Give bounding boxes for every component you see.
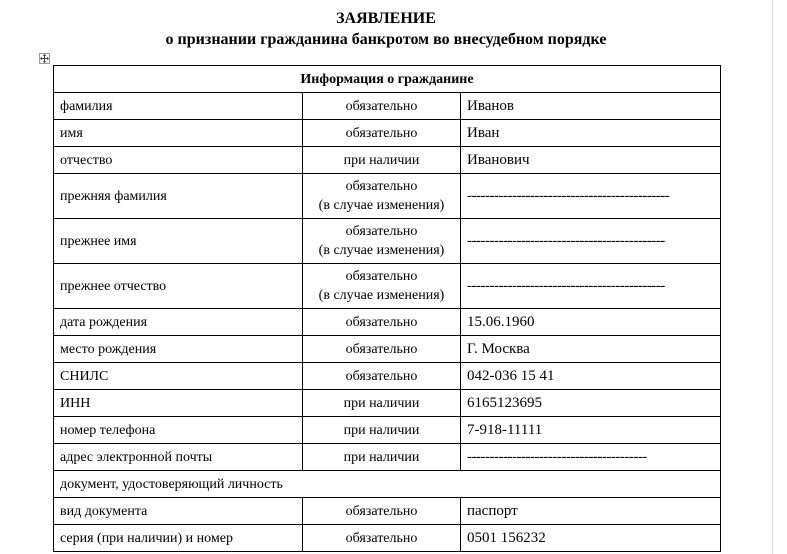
row-value[interactable]: -------------------------------------------- — [461, 264, 721, 309]
row-requirement: обязательно — [303, 498, 461, 525]
requirement-text: обязательно — [345, 179, 418, 194]
table-row — [54, 120, 721, 147]
row-value[interactable]: паспорт — [461, 498, 721, 525]
table-move-handle-icon[interactable] — [39, 53, 50, 64]
row-requirement: обязательно — [303, 120, 461, 147]
table-row — [54, 309, 721, 336]
row-value[interactable]: 0501 156232 — [461, 525, 721, 552]
table-row — [54, 264, 721, 309]
row-value[interactable]: Г. Москва — [461, 336, 721, 363]
table-row — [54, 93, 721, 120]
row-value[interactable]: --------------------------------------------- — [461, 174, 721, 219]
row-value[interactable]: 15.06.1960 — [461, 309, 721, 336]
row-value[interactable]: ---------------------------------------- — [461, 444, 721, 471]
requirement-note: (в случае изменения) — [318, 243, 445, 258]
table-header-row — [54, 66, 721, 93]
citizen-info-table — [53, 65, 721, 552]
table-row — [54, 390, 721, 417]
row-value[interactable]: Иван — [461, 120, 721, 147]
row-label: прежнее имя — [54, 219, 303, 264]
row-requirement: обязательно — [303, 525, 461, 552]
table-row — [54, 525, 721, 552]
row-value[interactable]: -------------------------------------------- — [461, 219, 721, 264]
row-label: СНИЛС — [54, 363, 303, 390]
table-row — [54, 363, 721, 390]
row-label: отчество — [54, 147, 303, 174]
row-value[interactable]: 7-918-11111 — [461, 417, 721, 444]
row-label: серия (при наличии) и номер — [54, 525, 303, 552]
row-requirement: обязательно — [303, 309, 461, 336]
table-row — [54, 336, 721, 363]
table-row — [54, 174, 721, 219]
row-requirement: обязательно — [303, 93, 461, 120]
row-value[interactable]: Иванов — [461, 93, 721, 120]
row-requirement — [303, 174, 461, 219]
row-label: фамилия — [54, 93, 303, 120]
row-requirement: при наличии — [303, 417, 461, 444]
requirement-text: обязательно — [345, 269, 418, 284]
requirement-note: (в случае изменения) — [318, 288, 445, 303]
row-requirement: при наличии — [303, 147, 461, 174]
row-requirement — [303, 219, 461, 264]
row-label: прежняя фамилия — [54, 174, 303, 219]
table-row — [54, 417, 721, 444]
table-header: Информация о гражданине — [54, 66, 721, 93]
table-row — [54, 498, 721, 525]
row-value[interactable]: 042-036 15 41 — [461, 363, 721, 390]
requirement-text: обязательно — [345, 224, 418, 239]
row-label: прежнее отчество — [54, 264, 303, 309]
row-label: место рождения — [54, 336, 303, 363]
row-requirement: обязательно — [303, 363, 461, 390]
row-value[interactable]: 6165123695 — [461, 390, 721, 417]
row-label: ИНН — [54, 390, 303, 417]
row-label: вид документа — [54, 498, 303, 525]
table-row — [54, 147, 721, 174]
document-subtitle: о признании гражданина банкротом во внесудебном порядке — [165, 31, 607, 48]
page-edge — [772, 0, 773, 554]
row-requirement: при наличии — [303, 390, 461, 417]
row-requirement: при наличии — [303, 444, 461, 471]
row-requirement: обязательно — [303, 336, 461, 363]
document-title: ЗАЯВЛЕНИЕ — [336, 10, 436, 27]
row-label: номер телефона — [54, 417, 303, 444]
section-row — [54, 471, 721, 498]
row-label: адрес электронной почты — [54, 444, 303, 471]
requirement-note: (в случае изменения) — [318, 198, 445, 213]
table-row — [54, 219, 721, 264]
row-label: имя — [54, 120, 303, 147]
row-requirement — [303, 264, 461, 309]
row-label: дата рождения — [54, 309, 303, 336]
table-row — [54, 444, 721, 471]
four-arrows-icon — [40, 54, 49, 63]
section-identity-document: документ, удостоверяющий личность — [54, 471, 721, 498]
row-value[interactable]: Иванович — [461, 147, 721, 174]
